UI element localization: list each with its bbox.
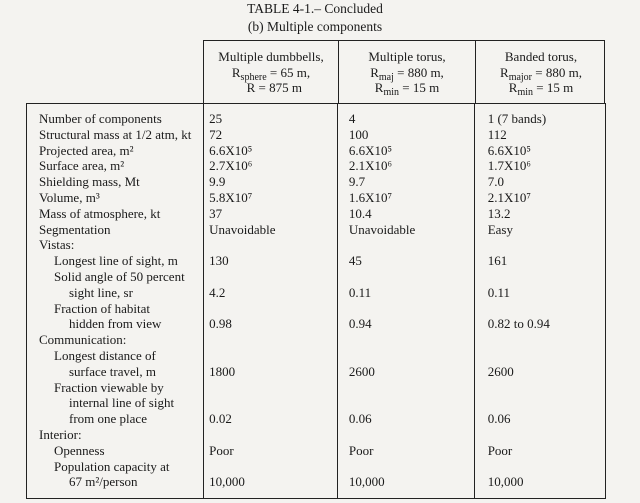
row-label-line: Longest line of sight, m — [54, 253, 178, 269]
row-label — [27, 222, 209, 238]
cell-value: 37 — [209, 205, 223, 221]
header-line: $R_{min} = 15$ m — [508, 80, 574, 98]
cell-value: 2.1X10⁷ — [487, 189, 531, 205]
cell-value: 10,000 — [348, 474, 385, 490]
table-row — [27, 443, 605, 459]
row-label-line: Population capacity at — [54, 458, 170, 474]
cell-value: 4.2 — [209, 284, 226, 300]
cell-value: 0.02 — [209, 411, 232, 427]
row-label — [27, 237, 209, 253]
cell-value: 1.6X10⁷ — [348, 189, 393, 205]
table-row — [27, 127, 605, 143]
row-label-line: from one place — [69, 411, 147, 427]
table-row — [27, 190, 605, 206]
cell-value: 0.11 — [348, 284, 372, 300]
cell-value: 5.8X10⁷ — [209, 189, 253, 205]
row-label-line: Fraction of habitat — [54, 300, 151, 316]
table-row — [27, 111, 605, 127]
cell-value: 9.7 — [348, 174, 366, 190]
row-label-line: 67 m²/person — [69, 474, 138, 490]
table-row — [27, 237, 605, 253]
header-line: $R_{major} = 880$ m, — [500, 64, 582, 83]
table-row — [27, 380, 605, 427]
row-label-line: surface travel, m — [69, 363, 156, 379]
cell-value: 9.9 — [209, 174, 226, 190]
cell-value: Unavoidable — [209, 221, 276, 237]
row-label — [27, 269, 209, 301]
row-label-line: Longest distance of — [54, 347, 156, 363]
table-row — [27, 222, 605, 238]
table-subtitle: (b) Multiple components — [247, 19, 383, 34]
cell-value: Poor — [487, 442, 513, 458]
row-label-line: Segmentation — [39, 221, 111, 237]
row-label — [27, 174, 209, 190]
column-header-row — [203, 40, 605, 103]
row-label-line: Projected area, m² — [39, 142, 134, 158]
table-row — [27, 332, 605, 348]
table-title: TABLE 4-1.– Concluded — [247, 1, 383, 16]
row-label-line: Interior: — [39, 426, 82, 442]
row-label — [27, 143, 209, 159]
table-row — [27, 348, 605, 380]
cell-value: 0.11 — [487, 284, 510, 300]
row-label — [27, 459, 209, 491]
header-line: $R_{sphere} = 65$ m, — [231, 64, 311, 83]
row-label — [27, 206, 209, 222]
cell-value: 2600 — [487, 363, 514, 379]
header-line: Banded torus, — [504, 49, 578, 64]
table-row — [27, 143, 605, 159]
cell-value: 0.98 — [209, 316, 232, 332]
column-header-banded-torus — [475, 41, 606, 103]
row-label — [27, 158, 209, 174]
cell-value: 72 — [209, 126, 223, 142]
row-label-line: Surface area, m² — [39, 158, 125, 174]
column-header-multiple-torus — [338, 41, 475, 103]
cell-value: 130 — [209, 253, 229, 269]
cell-value: 4 — [348, 111, 356, 126]
header-line: $R_{maj} = 880$ m, — [370, 64, 444, 83]
cell-value: 6.6X10⁵ — [348, 142, 393, 158]
row-label — [27, 253, 209, 269]
header-line: $R_{min} = 15$ m — [374, 80, 440, 98]
table-row — [27, 427, 605, 443]
table-row — [27, 158, 605, 174]
cell-value: 0.06 — [487, 411, 511, 427]
cell-value: Unavoidable — [348, 221, 416, 237]
cell-value: 13.2 — [487, 205, 511, 221]
row-label — [27, 111, 209, 127]
row-label — [27, 427, 209, 443]
cell-value: 1 (7 bands) — [487, 111, 547, 126]
cell-value: 0.94 — [348, 316, 372, 332]
cell-value: 2.7X10⁶ — [209, 158, 253, 174]
row-label — [27, 190, 209, 206]
row-label-line: Solid angle of 50 percent — [54, 268, 185, 284]
cell-value: 0.06 — [348, 411, 372, 427]
cell-value: Poor — [209, 442, 234, 458]
row-label-line: Mass of atmosphere, kt — [39, 205, 161, 221]
cell-value: 100 — [348, 126, 369, 142]
cell-value: Easy — [487, 221, 513, 237]
table-body — [26, 103, 606, 499]
row-label — [27, 332, 209, 348]
column-header-multiple-dumbbells — [204, 41, 338, 103]
header-line: Multiple dumbbells, — [218, 49, 324, 64]
cell-value: 7.0 — [487, 174, 504, 190]
row-label-line: Vistas: — [39, 237, 75, 253]
row-label-line: Communication: — [39, 332, 127, 348]
row-label — [27, 348, 209, 380]
row-label — [27, 301, 209, 333]
row-label-line: Shielding mass, Mt — [39, 174, 140, 190]
cell-value: 1.7X10⁶ — [487, 158, 531, 174]
table-rows — [27, 111, 605, 490]
row-label-line: hidden from view — [69, 316, 162, 332]
row-label-line: internal line of sight — [69, 395, 175, 411]
cell-value: 10,000 — [487, 474, 524, 490]
cell-value: 6.6X10⁵ — [209, 142, 253, 158]
row-label-line: Volume, m³ — [39, 189, 100, 205]
cell-value: 161 — [487, 253, 508, 269]
row-label — [27, 380, 209, 427]
row-label — [27, 127, 209, 143]
row-label-line: Number of components — [39, 111, 162, 126]
cell-value: Poor — [348, 442, 374, 458]
row-label-line: sight line, sr — [69, 284, 133, 300]
row-label — [27, 443, 209, 459]
table-row — [27, 174, 605, 190]
table-row — [27, 206, 605, 222]
table-row — [27, 253, 605, 269]
cell-value: 1800 — [209, 363, 236, 379]
table-row — [27, 459, 605, 491]
row-label-line: Structural mass at 1/2 atm, kt — [39, 126, 192, 142]
table-row — [27, 301, 605, 333]
table-row — [27, 269, 605, 301]
cell-value: 112 — [487, 126, 507, 142]
row-label-line: Fraction viewable by — [54, 379, 164, 395]
cell-value: 25 — [209, 111, 223, 126]
cell-value: 45 — [348, 253, 362, 269]
cell-value: 2600 — [348, 363, 375, 379]
cell-value: 2.1X10⁶ — [348, 158, 393, 174]
header-line: R = 875 m — [246, 80, 302, 95]
row-label-line: Openness — [54, 442, 105, 458]
cell-value: 6.6X10⁵ — [487, 142, 531, 158]
cell-value: 10.4 — [348, 205, 372, 221]
cell-value: 10,000 — [209, 474, 245, 490]
cell-value: 0.82 to 0.94 — [487, 316, 550, 332]
header-line: Multiple torus, — [368, 49, 446, 64]
